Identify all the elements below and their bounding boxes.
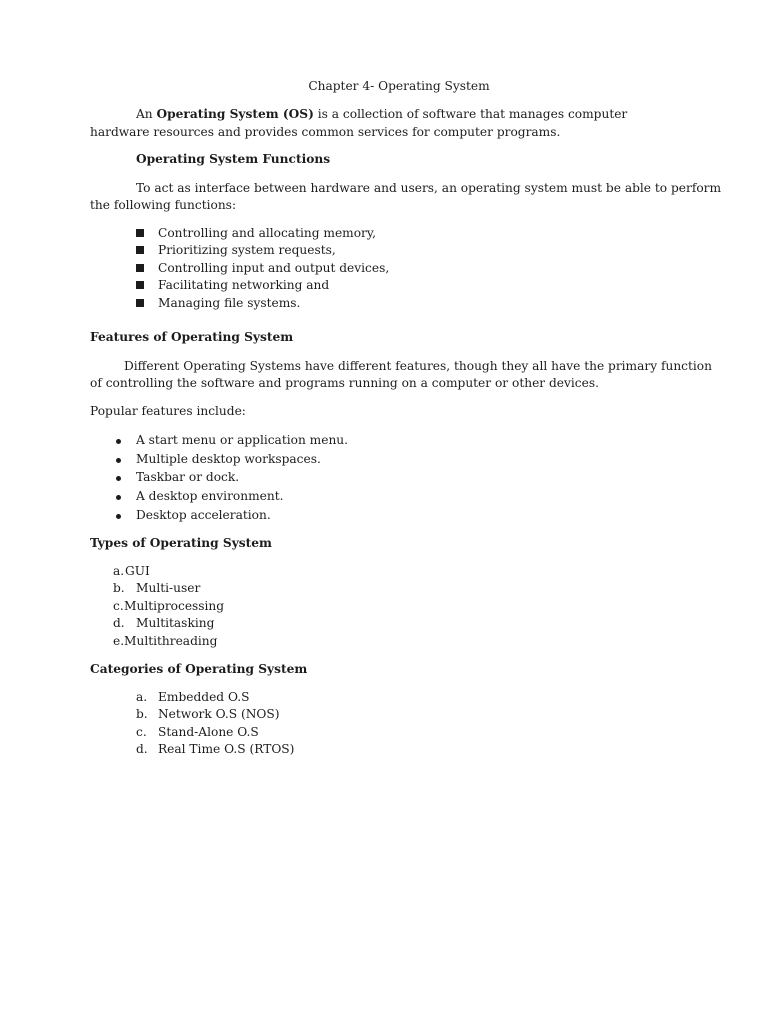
intro-rest: is a collection of software that manages computer bbox=[313, 107, 628, 121]
functions-item: Managing file systems. bbox=[158, 296, 301, 310]
round-bullet-icon bbox=[116, 458, 121, 463]
types-marker: d. bbox=[113, 616, 125, 630]
functions-item: Controlling input and output devices, bbox=[158, 261, 390, 275]
square-bullet-icon bbox=[136, 299, 144, 307]
features-item: Taskbar or dock. bbox=[136, 470, 240, 484]
categories-marker: a. bbox=[136, 690, 148, 704]
features-item: Desktop acceleration. bbox=[136, 508, 271, 522]
functions-item: Controlling and allocating memory, bbox=[158, 226, 377, 240]
square-bullet-icon bbox=[136, 281, 144, 289]
intro-line-2: hardware resources and provides common services for computer programs. bbox=[90, 125, 561, 139]
functions-item: Prioritizing system requests, bbox=[158, 243, 336, 257]
intro-line-1 bbox=[136, 106, 627, 123]
categories-marker: d. bbox=[136, 742, 148, 756]
categories-item: Embedded O.S bbox=[158, 690, 250, 704]
types-item: Multiprocessing bbox=[124, 599, 225, 613]
round-bullet-icon bbox=[116, 514, 121, 519]
popular-features-label: Popular features include: bbox=[90, 404, 246, 418]
types-item: Multi-user bbox=[136, 581, 201, 595]
types-marker: b. bbox=[113, 581, 125, 595]
features-heading: Features of Operating System bbox=[90, 330, 294, 344]
types-item: Multitasking bbox=[136, 616, 215, 630]
types-item: GUI bbox=[125, 564, 150, 578]
functions-para-line-1: To act as interface between hardware and users, an operating system must be able to perform bbox=[136, 181, 722, 195]
page-title: Chapter 4- Operating System bbox=[308, 79, 490, 93]
categories-item: Stand-Alone O.S bbox=[158, 725, 259, 739]
categories-marker: c. bbox=[136, 725, 147, 739]
categories-item: Real Time O.S (RTOS) bbox=[158, 742, 295, 756]
features-para-line-1: Different Operating Systems have different features, though they all have the primary function bbox=[124, 359, 712, 373]
functions-para-line-2: the following functions: bbox=[90, 198, 237, 212]
types-heading: Types of Operating System bbox=[90, 536, 272, 550]
functions-heading: Operating System Functions bbox=[136, 152, 331, 166]
categories-heading: Categories of Operating System bbox=[90, 662, 308, 676]
categories-item: Network O.S (NOS) bbox=[158, 707, 280, 721]
categories-marker: b. bbox=[136, 707, 148, 721]
features-item: A start menu or application menu. bbox=[136, 433, 349, 447]
round-bullet-icon bbox=[116, 439, 121, 444]
features-item: Multiple desktop workspaces. bbox=[136, 452, 321, 466]
features-para-line-2: of controlling the software and programs running on a computer or other devices. bbox=[90, 376, 599, 390]
types-item: Multithreading bbox=[124, 634, 218, 648]
types-marker: c. bbox=[113, 599, 124, 613]
intro-lead: An bbox=[136, 107, 157, 121]
features-item: A desktop environment. bbox=[136, 489, 284, 503]
round-bullet-icon bbox=[116, 476, 121, 481]
functions-item: Facilitating networking and bbox=[158, 278, 330, 292]
types-marker: e. bbox=[113, 634, 125, 648]
square-bullet-icon bbox=[136, 246, 144, 254]
round-bullet-icon bbox=[116, 495, 121, 500]
types-marker: a. bbox=[113, 564, 125, 578]
intro-term: Operating System (OS) bbox=[156, 107, 314, 121]
square-bullet-icon bbox=[136, 264, 144, 272]
square-bullet-icon bbox=[136, 229, 144, 237]
